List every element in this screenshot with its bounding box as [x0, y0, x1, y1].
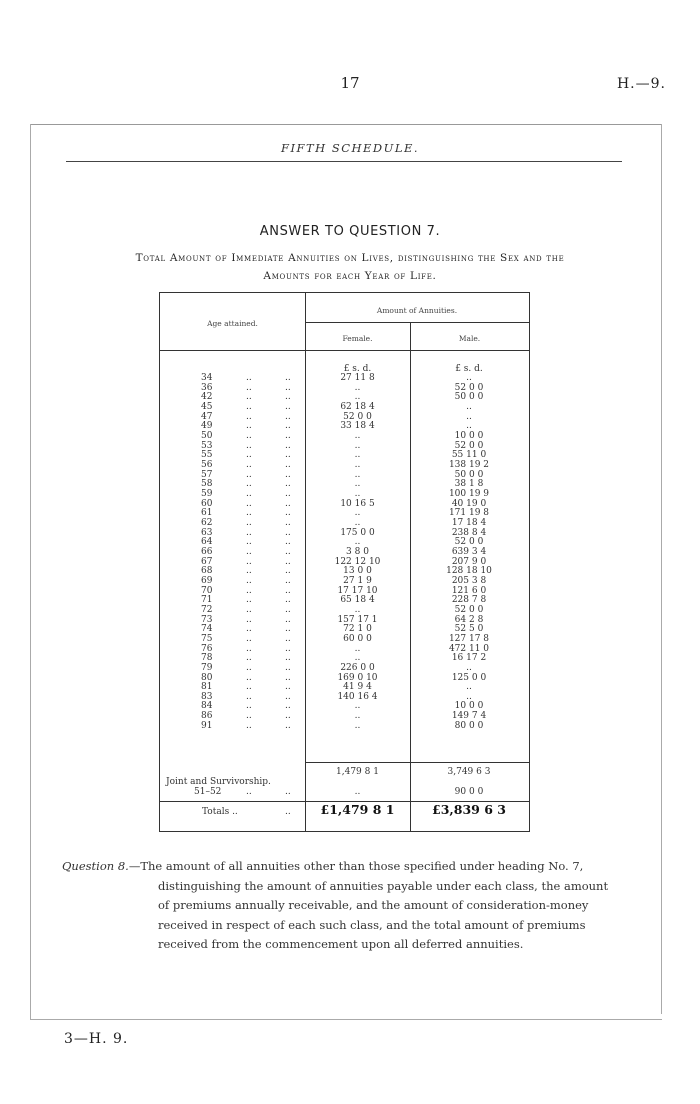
row-male-amount: .. [466, 682, 472, 693]
row-female-amount: .. [354, 479, 361, 490]
row-male-amount: .. [466, 402, 472, 412]
row-male-amount: 128 18 10 [446, 566, 492, 577]
row-female-amount: .. [354, 469, 361, 480]
row-dots: .. [285, 488, 291, 499]
row-dots: .. [246, 537, 252, 548]
row-dots: .. [246, 469, 252, 480]
row-female-amount: .. [354, 720, 361, 731]
row-female-amount: 157 17 1 [337, 614, 378, 625]
row-dots: .. [285, 566, 291, 577]
row-age: 57 [201, 469, 213, 480]
subtotal-rule [305, 762, 529, 763]
row-dots: .. [285, 556, 291, 567]
header-female: Female. [342, 334, 373, 343]
row-dots: .. [285, 701, 291, 712]
row-dots: .. [246, 575, 252, 586]
row-dots: .. [285, 643, 291, 654]
row-dots: .. [246, 498, 252, 509]
row-dots: .. [285, 653, 291, 664]
row-age: 47 [201, 411, 213, 422]
row-dots: .. [285, 508, 291, 519]
schedule-rule [66, 161, 622, 162]
row-dots: .. [246, 546, 252, 557]
row-dots: .. [285, 537, 291, 548]
row-dots: .. [285, 711, 291, 722]
page-footer: 3—H. 9. [64, 1031, 129, 1047]
row-female-amount: 33 18 4 [340, 421, 375, 432]
row-age: 61 [201, 508, 213, 519]
frame-top-rule [30, 124, 662, 125]
row-dots: .. [285, 431, 291, 441]
row-male-amount: 472 11 0 [448, 643, 490, 654]
question-8-label: Question 8. [62, 859, 129, 873]
row-dots: .. [246, 720, 252, 731]
row-dots: .. [246, 411, 252, 422]
unit-female: £ s. d. [343, 364, 372, 374]
row-dots: .. [285, 469, 291, 480]
row-age: 62 [201, 517, 213, 528]
row-dots: .. [285, 392, 291, 403]
header-amount-of-annuities: Amount of Annuities. [376, 306, 458, 315]
row-male-amount: 10 0 0 [454, 701, 484, 712]
row-female-amount: .. [354, 392, 361, 403]
row-age: 53 [201, 440, 213, 451]
row-age: 55 [201, 450, 213, 461]
totals-dots: .. [285, 807, 291, 817]
row-dots: .. [246, 653, 252, 664]
row-male-amount: 125 0 0 [451, 672, 487, 683]
row-dots: .. [246, 479, 252, 490]
row-male-amount: 80 0 0 [454, 720, 484, 731]
subtotal-female: 1,479 8 1 [336, 767, 379, 777]
row-dots: .. [246, 643, 252, 654]
row-dots: .. [246, 421, 252, 432]
row-male-amount: 121 6 0 [451, 585, 487, 596]
row-male-amount: 149 7 4 [451, 711, 487, 722]
row-age: 86 [201, 711, 213, 722]
answer-title: ANSWER TO QUESTION 7. [259, 224, 441, 239]
row-dots: .. [246, 595, 252, 606]
row-age: 91 [201, 720, 213, 731]
row-age: 71 [201, 595, 213, 606]
row-male-amount: 52 0 0 [454, 537, 484, 548]
row-age: 73 [201, 614, 213, 625]
unit-male: £ s. d. [455, 364, 483, 374]
row-female-amount: .. [354, 711, 361, 722]
row-female-amount: 122 12 10 [334, 556, 381, 567]
row-male-amount: 50 0 0 [454, 469, 484, 480]
totals-female: £1,479 8 1 [320, 802, 395, 817]
row-dots: .. [246, 682, 252, 693]
row-dots: .. [285, 595, 291, 606]
row-female-amount: 62 18 4 [340, 402, 375, 412]
frame-right-rule [661, 124, 662, 1014]
row-female-amount: 27 11 8 [340, 373, 375, 383]
joint-dots: .. [246, 787, 252, 797]
header-male: Male. [458, 334, 481, 343]
row-male-amount: 52 5 0 [454, 624, 484, 635]
row-male-amount: 171 19 8 [448, 508, 490, 519]
row-male-amount: 52 0 0 [454, 604, 484, 615]
row-age: 70 [201, 585, 213, 596]
row-dots: .. [285, 402, 291, 412]
row-female-amount: 60 0 0 [343, 633, 372, 644]
joint-survivorship-ages: 51–52 [194, 787, 222, 797]
row-age: 56 [201, 459, 213, 470]
row-age: 84 [201, 701, 213, 712]
row-female-amount: .. [354, 653, 361, 664]
row-dots: .. [285, 691, 291, 702]
row-dots: .. [285, 382, 291, 393]
row-male-amount: 52 0 0 [454, 382, 484, 393]
row-dots: .. [246, 431, 252, 441]
question-8-line: of premiums annually receivable, and the amount of consideration-money [158, 898, 589, 912]
row-male-amount: 10 0 0 [454, 431, 484, 441]
row-female-amount: .. [354, 508, 361, 519]
joint-female: .. [354, 787, 361, 797]
frame-left-rule [30, 124, 31, 1020]
row-female-amount: 41 9 4 [343, 682, 372, 693]
row-female-amount: .. [354, 488, 361, 499]
row-dots: .. [246, 672, 252, 683]
row-age: 49 [201, 421, 213, 432]
row-female-amount: .. [354, 450, 361, 461]
row-age: 64 [201, 537, 213, 548]
row-dots: .. [246, 440, 252, 451]
row-age: 63 [201, 527, 213, 538]
row-male-amount: 238 8 4 [451, 527, 487, 538]
header-bottom-rule [160, 350, 529, 351]
row-dots: .. [285, 373, 291, 383]
row-female-amount: .. [354, 517, 361, 528]
row-dots: .. [285, 624, 291, 635]
joint-male: 90 0 0 [454, 787, 484, 797]
row-male-amount: .. [466, 373, 472, 383]
row-age: 81 [201, 682, 213, 693]
row-male-amount: 127 17 8 [448, 633, 490, 644]
row-dots: .. [246, 517, 252, 528]
row-age: 66 [201, 546, 213, 557]
row-age: 36 [201, 382, 213, 393]
row-dots: .. [246, 633, 252, 644]
row-dots: .. [285, 479, 291, 490]
row-male-amount: .. [466, 421, 472, 432]
row-female-amount: 17 17 10 [337, 585, 378, 596]
joint-survivorship-label: Joint and Survivorship. [166, 777, 271, 787]
row-male-amount: .. [466, 691, 472, 702]
row-female-amount: 27 1 9 [343, 575, 372, 586]
row-female-amount: 169 0 10 [337, 672, 378, 683]
row-dots: .. [285, 633, 291, 644]
header-age-attained: Age attained. [207, 319, 258, 328]
row-age: 74 [201, 624, 213, 635]
row-dots: .. [246, 527, 252, 538]
row-dots: .. [285, 440, 291, 451]
row-dots: .. [285, 585, 291, 596]
totals-male: £3,839 6 3 [432, 802, 506, 817]
totals-label: Totals .. [202, 807, 238, 817]
row-male-amount: 52 0 0 [454, 440, 484, 451]
row-age: 83 [201, 691, 213, 702]
row-male-amount: 55 11 0 [451, 450, 487, 461]
row-dots: .. [246, 711, 252, 722]
row-female-amount: .. [354, 431, 361, 441]
question-8-line: distinguishing the amount of annuities payable under each class, the amount [158, 878, 609, 893]
row-male-amount: 207 9 0 [451, 556, 487, 567]
row-age: 67 [201, 556, 213, 567]
row-female-amount: .. [354, 537, 361, 548]
row-female-amount: .. [354, 604, 361, 615]
row-age: 58 [201, 479, 213, 490]
annuities-table [159, 292, 530, 832]
row-female-amount: 65 18 4 [340, 595, 375, 606]
row-dots: .. [285, 575, 291, 586]
row-dots: .. [246, 585, 252, 596]
joint-dots: .. [285, 787, 291, 797]
row-dots: .. [246, 459, 252, 470]
row-dots: .. [285, 682, 291, 693]
page-number: 17 [340, 74, 360, 92]
row-male-amount: 50 0 0 [454, 392, 484, 403]
row-age: 68 [201, 566, 213, 577]
row-dots: .. [246, 691, 252, 702]
row-dots: .. [285, 411, 291, 422]
row-dots: .. [246, 614, 252, 625]
question-8-line: received in respect of each such class, and the total amount of premiums [158, 917, 586, 932]
row-age: 45 [201, 402, 213, 412]
row-male-amount: 100 19 9 [448, 488, 490, 499]
row-female-amount: 226 0 0 [340, 662, 375, 673]
row-dots: .. [285, 614, 291, 625]
subtitle-line-1: Total Amount of Immediate Annuities on Lives, distinguishing the Sex and the [135, 252, 565, 264]
row-male-amount: .. [466, 411, 472, 422]
row-female-amount: .. [354, 382, 361, 393]
table-subtitle [80, 249, 620, 285]
row-dots: .. [285, 527, 291, 538]
row-age: 80 [201, 672, 213, 683]
row-female-amount: .. [354, 643, 361, 654]
row-age: 50 [201, 431, 213, 441]
row-dots: .. [246, 508, 252, 519]
row-female-amount: 3 8 0 [346, 546, 369, 557]
document-reference: H.—9. [616, 76, 666, 92]
row-dots: .. [246, 566, 252, 577]
row-male-amount: 38 1 8 [454, 479, 484, 490]
subtitle-line-2: Amounts for each Year of Life. [263, 270, 437, 282]
subtotal-male: 3,749 6 3 [447, 767, 491, 777]
row-female-amount: 140 16 4 [337, 691, 378, 702]
row-male-amount: 17 18 4 [451, 517, 487, 528]
row-dots: .. [246, 450, 252, 461]
row-dots: .. [246, 382, 252, 393]
row-age: 69 [201, 575, 213, 586]
row-dots: .. [285, 450, 291, 461]
row-age: 79 [201, 662, 213, 673]
row-male-amount: 16 17 2 [451, 653, 487, 664]
row-dots: .. [246, 488, 252, 499]
row-male-amount: 64 2 8 [454, 614, 484, 625]
row-dots: .. [285, 546, 291, 557]
row-age: 60 [201, 498, 213, 509]
row-male-amount: 40 19 0 [451, 498, 487, 509]
row-male-amount: 205 3 8 [451, 575, 487, 586]
row-dots: .. [285, 604, 291, 615]
row-age: 75 [201, 633, 213, 644]
row-dots: .. [246, 373, 252, 383]
row-age: 76 [201, 643, 213, 654]
row-dots: .. [246, 624, 252, 635]
row-female-amount: 10 16 5 [340, 498, 375, 509]
row-age: 42 [201, 392, 213, 403]
header-sub-rule [305, 322, 529, 323]
question-8-first-line: —The amount of all annuities other than those specified under heading No. 7, [128, 859, 584, 873]
row-age: 78 [201, 653, 213, 664]
row-male-amount: 138 19 2 [448, 459, 490, 470]
row-female-amount: 13 0 0 [343, 566, 372, 577]
row-age: 59 [201, 488, 213, 499]
row-dots: .. [285, 662, 291, 673]
row-dots: .. [285, 517, 291, 528]
question-8-paragraph [62, 857, 642, 955]
row-dots: .. [246, 402, 252, 412]
row-female-amount: 72 1 0 [343, 624, 372, 635]
row-female-amount: 52 0 0 [343, 411, 372, 422]
row-dots: .. [285, 459, 291, 470]
row-dots: .. [246, 556, 252, 567]
row-dots: .. [285, 421, 291, 432]
schedule-title: FIFTH SCHEDULE. [280, 141, 420, 155]
row-dots: .. [285, 720, 291, 731]
row-dots: .. [246, 701, 252, 712]
row-female-amount: .. [354, 459, 361, 470]
row-dots: .. [246, 662, 252, 673]
row-dots: .. [246, 392, 252, 403]
row-female-amount: 175 0 0 [340, 527, 375, 538]
row-dots: .. [285, 672, 291, 683]
row-male-amount: 639 3 4 [451, 546, 487, 557]
row-male-amount: .. [466, 662, 472, 673]
question-8-line: received from the commencement upon all deferred annuities. [158, 937, 524, 951]
row-dots: .. [285, 498, 291, 509]
row-female-amount: .. [354, 440, 361, 451]
row-age: 72 [201, 604, 213, 615]
row-male-amount: 228 7 8 [451, 595, 487, 606]
row-dots: .. [246, 604, 252, 615]
frame-bottom-rule [30, 1019, 662, 1020]
row-female-amount: .. [354, 701, 361, 712]
row-age: 34 [201, 373, 213, 383]
